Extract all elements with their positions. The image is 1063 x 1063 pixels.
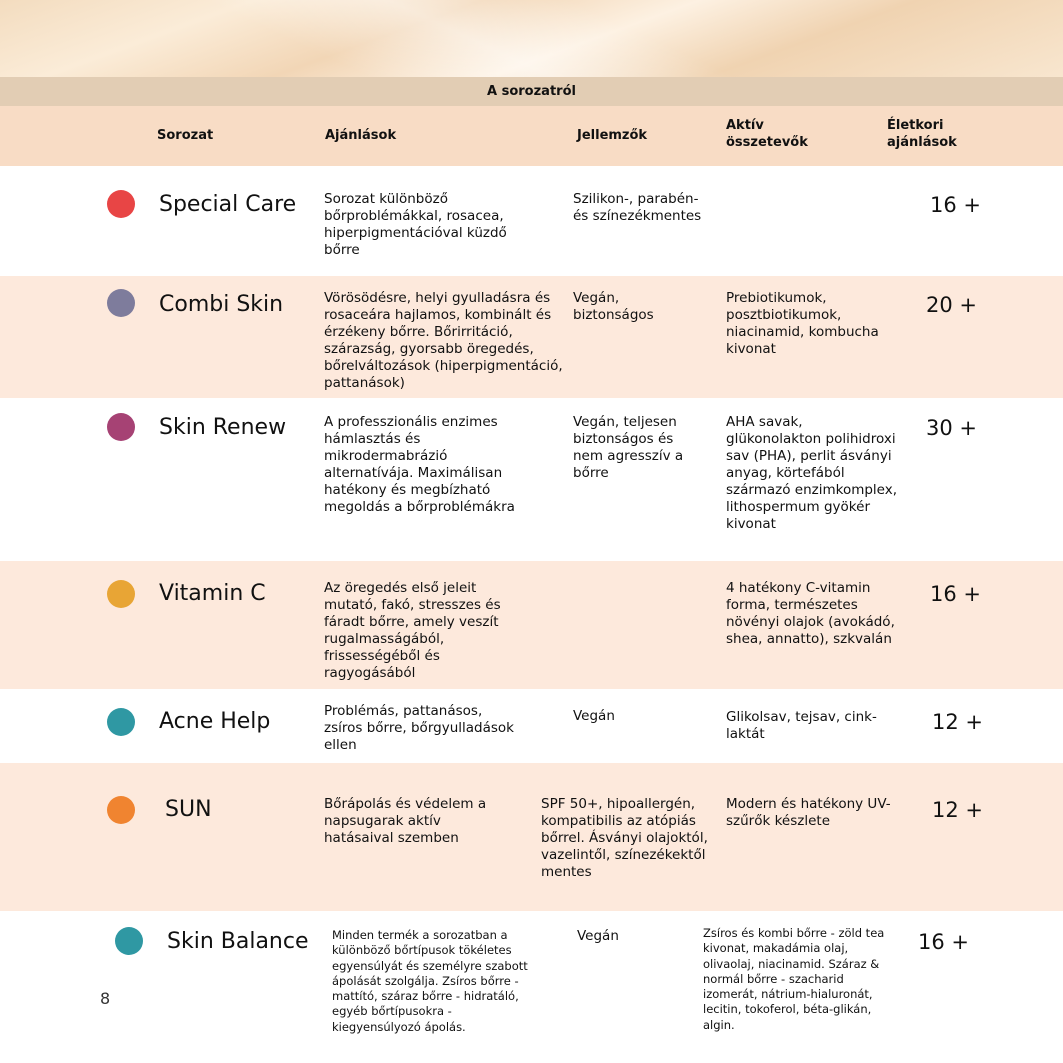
series-name: Acne Help bbox=[159, 709, 271, 734]
header-features: Jellemzők bbox=[577, 128, 648, 143]
features-text: Vegán, teljesen biztonságos és nem agresszív a bőrre bbox=[573, 414, 684, 481]
header-series: Sorozat bbox=[157, 128, 214, 143]
age-recommendation: 16 + bbox=[930, 582, 981, 606]
age-recommendation: 16 + bbox=[930, 193, 981, 217]
page-number: 8 bbox=[100, 989, 111, 1008]
active-ingredients-text: AHA savak, glükonolakton polihidroxi sav (PHA), perlit ásványi anyag, körtefából származó enzimkomplex, lithospermum gyökér kivonat bbox=[726, 414, 898, 532]
series-color-dot bbox=[107, 580, 135, 608]
features-text: Szilikon-, parabén- és színezékmentes bbox=[573, 191, 702, 224]
series-name: Skin Balance bbox=[167, 929, 309, 954]
features-text: Vegán, biztonságos bbox=[573, 290, 654, 323]
active-ingredients-text: 4 hatékony C-vitamin forma, természetes növényi olajok (avokádó, shea, annatto), szkvalán bbox=[726, 580, 895, 647]
table-row bbox=[0, 166, 1063, 276]
table-row bbox=[0, 763, 1063, 911]
series-name: Special Care bbox=[159, 192, 297, 217]
series-color-dot bbox=[107, 708, 135, 736]
age-recommendation: 16 + bbox=[918, 930, 969, 954]
recommendation-text: A professzionális enzimes hámlasztás és mikrodermabrázió alternatívája. Maximálisan hatékony és megbízható megoldás a bőrproblémákra bbox=[324, 414, 515, 515]
features-text: Vegán bbox=[577, 928, 619, 944]
table-header-row bbox=[0, 106, 1063, 166]
series-name: Vitamin C bbox=[159, 581, 266, 606]
series-name: SUN bbox=[165, 797, 212, 822]
series-color-dot bbox=[107, 190, 135, 218]
recommendation-text: Sorozat különböző bőrproblémákkal, rosacea, hiperpigmentációval küzdő bőrre bbox=[324, 191, 507, 258]
series-name: Combi Skin bbox=[159, 292, 284, 317]
age-recommendation: 12 + bbox=[932, 710, 983, 734]
features-text: SPF 50+, hipoallergén, kompatibilis az atópiás bőrrel. Ásványi olajoktól, vazelintől, színezékektől mentes bbox=[541, 796, 708, 880]
series-color-dot bbox=[107, 413, 135, 441]
table-row bbox=[0, 689, 1063, 763]
header-active: Aktív összetevők bbox=[726, 118, 808, 150]
table-row bbox=[0, 561, 1063, 689]
series-color-dot bbox=[107, 289, 135, 317]
recommendation-text: Problémás, pattanásos, zsíros bőrre, bőrgyulladások ellen bbox=[324, 703, 514, 753]
series-name: Skin Renew bbox=[159, 415, 287, 440]
active-ingredients-text: Prebiotikumok, posztbiotikumok, niacinamid, kombucha kivonat bbox=[726, 290, 879, 357]
features-text: Vegán bbox=[573, 708, 615, 724]
table-row bbox=[0, 398, 1063, 561]
header-age: Életkori ajánlások bbox=[887, 118, 957, 150]
age-recommendation: 30 + bbox=[926, 416, 977, 440]
age-recommendation: 20 + bbox=[926, 293, 977, 317]
series-color-dot bbox=[107, 796, 135, 824]
recommendation-text: Bőrápolás és védelem a napsugarak aktív hatásaival szemben bbox=[324, 796, 487, 846]
age-recommendation: 12 + bbox=[932, 798, 983, 822]
active-ingredients-text: Modern és hatékony UV-szűrők készlete bbox=[726, 796, 891, 829]
active-ingredients-text: Zsíros és kombi bőrre - zöld tea kivonat, makadámia olaj, olivaolaj, niacinamid. Száraz & normál bőrre - szacharid izomerát, nátrium-hialuronát, lecitin, tokoferol, béta-glikán, algin. bbox=[703, 926, 885, 1032]
header-recommendations: Ajánlások bbox=[325, 128, 397, 143]
recommendation-text: Az öregedés első jeleit mutató, fakó, stresszes és fáradt bőrre, amely veszít rugalmasságából, frissességéből és ragyogásából bbox=[324, 580, 501, 681]
active-ingredients-text: Glikolsav, tejsav, cink-laktát bbox=[726, 709, 877, 742]
hero-image bbox=[0, 0, 1063, 77]
table-title: A sorozatról bbox=[0, 77, 1063, 106]
table-row bbox=[0, 911, 1063, 1041]
table-row bbox=[0, 276, 1063, 398]
recommendation-text: Minden termék a sorozatban a különböző bőrtípusok tökéletes egyensúlyát és személyre szabott ápolását szolgálja. Zsíros bőrre - mattító, száraz bőrre - hidratáló, egyéb bőrtípusokra - kiegyensúlyozó ápolás. bbox=[332, 928, 528, 1034]
recommendation-text: Vörösödésre, helyi gyulladásra és rosaceára hajlamos, kombinált és érzékeny bőrre. Bőrirritáció, szárazság, gyorsabb öregedés, bőrelváltozások (hiperpigmentáció, pattanások) bbox=[324, 290, 563, 391]
series-color-dot bbox=[115, 927, 143, 955]
